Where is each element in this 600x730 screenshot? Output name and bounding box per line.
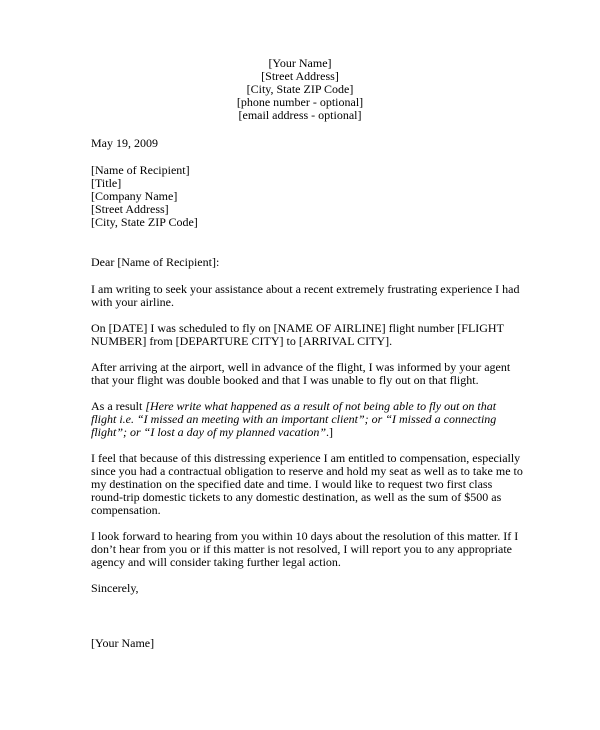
paragraph-1: I am writing to seek your assistance about a recent extremely frustrating experience I had with your airline. — [91, 282, 520, 309]
paragraph-4: As a result [Here write what happened as a result of not being able to fly out on that flight i.e. “I missed an meeting with an important client”; or “I missed a connecting flight”; or “I lost a day of my planned vacation”.] — [91, 399, 497, 439]
sender-email: [email address - optional] — [238, 108, 362, 122]
closing: Sincerely, — [91, 581, 139, 595]
paragraph-6: I look forward to hearing from you within 10 days about the resolution of this matter. If I don’t hear from you or if this matter is not resolved, I will report you to any appropriate agency and will consider taking further legal action. — [91, 529, 519, 569]
recipient-street: [Street Address] — [91, 202, 169, 216]
signature: [Your Name] — [91, 636, 155, 650]
salutation: Dear [Name of Recipient]: — [91, 255, 220, 269]
recipient-title: [Title] — [91, 176, 122, 190]
sender-name: [Your Name] — [268, 56, 332, 70]
recipient-city: [City, State ZIP Code] — [91, 215, 198, 229]
sender-phone: [phone number - optional] — [236, 95, 364, 109]
letter-date: May 19, 2009 — [91, 136, 158, 150]
recipient-company: [Company Name] — [91, 189, 178, 203]
recipient-address-block — [91, 164, 511, 229]
recipient-name: [Name of Recipient] — [91, 163, 190, 177]
sender-address-block — [0, 57, 600, 122]
paragraph-2: On [DATE] I was scheduled to fly on [NAME OF AIRLINE] flight number [FLIGHT NUMBER] from [DEPARTURE CITY] to [ARRIVAL CITY]. — [91, 321, 504, 348]
sender-city: [City, State ZIP Code] — [246, 82, 354, 96]
paragraph-3: After arriving at the airport, well in advance of the flight, I was informed by your agent that your flight was double booked and that I was unable to fly out on that flight. — [91, 360, 511, 387]
letter-body — [91, 136, 523, 650]
sender-street: [Street Address] — [261, 69, 339, 83]
paragraph-5: I feel that because of this distressing experience I am entitled to compensation, especially since you had a contractual obligation to reserve and hold my seat as well as to take me to my destination on the specified date and time. I would like to request two first class round-trip domestic tickets to any domestic destination, as well as the sum of $500 as compensation. — [91, 451, 523, 517]
